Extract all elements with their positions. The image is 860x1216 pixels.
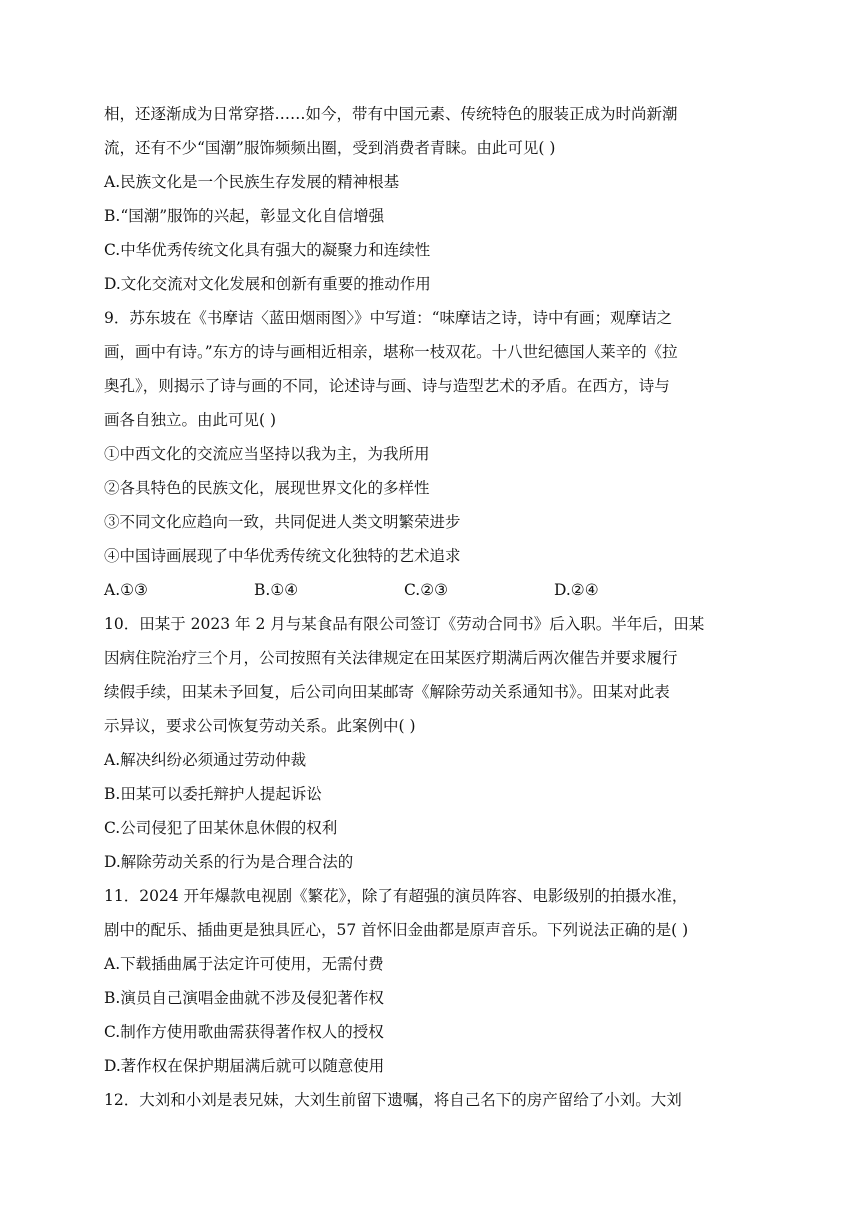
q12-stem-line-1: 12．大刘和小刘是表兄妹，大刘生前留下遗嘱，将自己名下的房产留给了小刘。大刘 — [104, 1091, 682, 1109]
q8-option-c: C.中华优秀传统文化具有强大的凝聚力和连续性 — [104, 241, 431, 259]
q9-option-a: A.①③ — [104, 581, 148, 599]
q8-stem-line-1: 相，还逐渐成为日常穿搭……如今，带有中国元素、传统特色的服装正成为时尚新潮 — [104, 105, 678, 123]
q9-item-2: ②各具特色的民族文化，展现世界文化的多样性 — [104, 479, 430, 497]
q9-option-c: C.②③ — [404, 581, 449, 599]
q10-stem-line-3: 续假手续，田某未予回复，后公司向田某邮寄《解除劳动关系通知书》。田某对此表 — [104, 683, 670, 701]
q9-stem-line-2: 画，画中有诗。”东方的诗与画相近相亲，堪称一枝双花。十八世纪德国人莱辛的《拉 — [104, 343, 678, 361]
q10-stem-line-4: 示异议，要求公司恢复劳动关系。此案例中( ) — [104, 717, 416, 735]
q9-item-1: ①中西文化的交流应当坚持以我为主，为我所用 — [104, 445, 430, 463]
q9-item-3: ③不同文化应趋向一致，共同促进人类文明繁荣进步 — [104, 513, 461, 531]
q9-option-b: B.①④ — [254, 581, 299, 599]
q10-option-c: C.公司侵犯了田某休息休假的权利 — [104, 819, 338, 837]
q11-stem-line-1: 11．2024 开年爆款电视剧《繁花》，除了有超强的演员阵容、电影级别的拍摄水准， — [104, 887, 688, 905]
q9-stem-line-4: 画各自独立。由此可见( ) — [104, 411, 277, 429]
q10-option-a: A.解决纠纷必须通过劳动仲裁 — [104, 751, 307, 769]
q10-option-d: D.解除劳动关系的行为是合理合法的 — [104, 853, 354, 871]
q10-option-b: B.田某可以委托辩护人提起诉讼 — [104, 785, 322, 803]
q10-stem-line-1: 10．田某于 2023 年 2 月与某食品有限公司签订《劳动合同书》后入职。半年后，田某 — [104, 615, 705, 633]
q11-option-d: D.著作权在保护期届满后就可以随意使用 — [104, 1057, 385, 1075]
q8-stem-line-2: 流，还有不少“国潮”服饰频频出圈，受到消费者青睐。由此可见( ) — [104, 139, 556, 157]
q9-item-4: ④中国诗画展现了中华优秀传统文化独特的艺术追求 — [104, 547, 461, 565]
q10-stem-line-2: 因病住院治疗三个月，公司按照有关法律规定在田某医疗期满后两次催告并要求履行 — [104, 649, 678, 667]
q8-option-a: A.民族文化是一个民族生存发展的精神根基 — [104, 173, 400, 191]
q9-stem-line-3: 奥孔》，则揭示了诗与画的不同，论述诗与画、诗与造型艺术的矛盾。在西方，诗与 — [104, 377, 670, 395]
q8-option-d: D.文化交流对文化发展和创新有重要的推动作用 — [104, 275, 431, 293]
q11-stem-line-2: 剧中的配乐、插曲更是独具匠心，57 首怀旧金曲都是原声音乐。下列说法正确的是( ) — [104, 921, 689, 939]
q9-stem-line-1: 9．苏东坡在《书摩诘〈蓝田烟雨图〉》中写道：“味摩诘之诗，诗中有画；观摩诘之 — [104, 309, 673, 327]
q8-option-b: B.“国潮”服饰的兴起，彰显文化自信增强 — [104, 207, 385, 225]
q11-option-c: C.制作方使用歌曲需获得著作权人的授权 — [104, 1023, 384, 1041]
q9-option-d: D.②④ — [554, 581, 599, 599]
q11-option-b: B.演员自己演唱金曲就不涉及侵犯著作权 — [104, 989, 384, 1007]
q9-options-row — [104, 580, 704, 600]
q11-option-a: A.下载插曲属于法定许可使用，无需付费 — [104, 955, 384, 973]
